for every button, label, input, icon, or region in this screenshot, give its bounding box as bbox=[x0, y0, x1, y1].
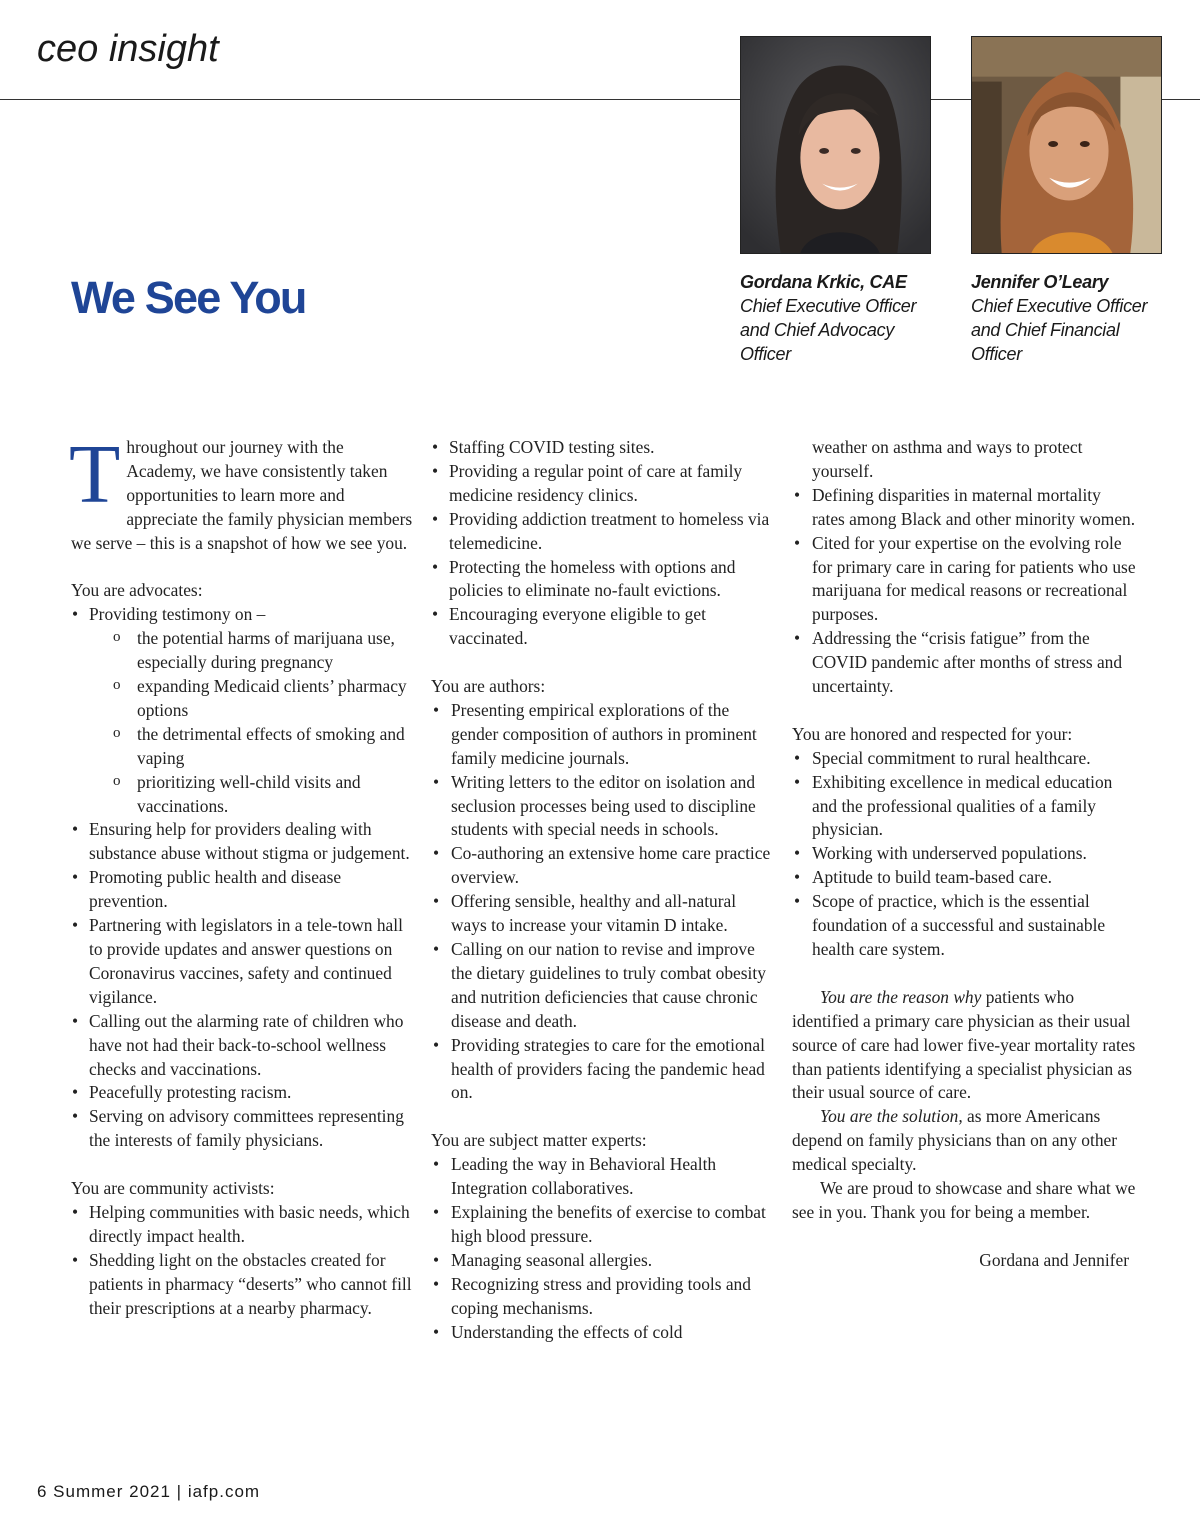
author-title-line: and Chief Financial bbox=[971, 320, 1120, 340]
list-item: • Addressing the “crisis fatigue” from the COVID pandemic after months of stress and uncertainty. bbox=[792, 627, 1137, 699]
list-item: • Exhibiting excellence in medical education and the professional qualities of a family physician. bbox=[792, 771, 1137, 843]
author-name: Gordana Krkic, CAE bbox=[740, 272, 907, 292]
list-item: • Special commitment to rural healthcare. bbox=[792, 747, 1137, 771]
list-item: • Presenting empirical explorations of the gender composition of authors in prominent family medicine journals. bbox=[431, 699, 776, 771]
list-item: • Co-authoring an extensive home care practice overview. bbox=[431, 842, 776, 890]
author-name: Jennifer O’Leary bbox=[971, 272, 1109, 292]
list-item-continuation: weather on asthma and ways to protect yourself. bbox=[812, 437, 1083, 481]
list-item: • Cited for your expertise on the evolving role for primary care in caring for patients who use marijuana for medical reasons or recreational purposes. bbox=[792, 532, 1137, 628]
author-title-line: Officer bbox=[740, 344, 791, 364]
section-label: ceo insight bbox=[37, 28, 219, 70]
closing-paragraph: We are proud to showcase and share what we see in you. Thank you for being a member. bbox=[792, 1178, 1136, 1222]
list-item: • Scope of practice, which is the essential foundation of a successful and sustainable health care system. bbox=[792, 890, 1137, 962]
list-item: • Helping communities with basic needs, which directly impact health. bbox=[71, 1201, 416, 1249]
list-item: • Defining disparities in maternal mortality rates among Black and other minority women. bbox=[792, 484, 1137, 532]
list-item: • Staffing COVID testing sites. bbox=[431, 436, 776, 460]
author-photo-gordana bbox=[740, 36, 931, 254]
activists-list-part-2 bbox=[431, 436, 776, 651]
sublist-item: o prioritizing well-child visits and vaccinations. bbox=[89, 771, 416, 819]
list-item: • Managing seasonal allergies. bbox=[431, 1249, 776, 1273]
author-title-line: and Chief Advocacy bbox=[740, 320, 895, 340]
article-headline: We See You bbox=[71, 272, 306, 323]
list-item: • Aptitude to build team-based care. bbox=[792, 866, 1137, 890]
list-item: • Ensuring help for providers dealing with substance abuse without stigma or judgement. bbox=[71, 818, 416, 866]
author-caption-gordana bbox=[740, 270, 940, 366]
experts-list-part-2 bbox=[792, 484, 1137, 699]
closing-paragraph: You are the solution, as more Americans depend on family physicians than on any other medical specialty. bbox=[792, 1106, 1118, 1175]
sublist-item: o the detrimental effects of smoking and vaping bbox=[89, 723, 416, 771]
activists-list-part-1 bbox=[71, 1201, 416, 1321]
list-item: • Offering sensible, healthy and all-natural ways to increase your vitamin D intake. bbox=[431, 890, 776, 938]
list-item: • Leading the way in Behavioral Health Integration collaboratives. bbox=[431, 1153, 776, 1201]
article-column-2 bbox=[431, 436, 776, 1344]
list-item: • Working with underserved populations. bbox=[792, 842, 1137, 866]
testimony-sublist bbox=[89, 627, 416, 818]
closing-paragraph: You are the reason why patients who identified a primary care physician as their usual source of care had lower five-year mortality rates than patients identifying a specialist physician as their usual source of care. bbox=[792, 986, 1136, 1103]
list-item: • Serving on advisory committees representing the interests of family physicians. bbox=[71, 1105, 416, 1153]
author-title-line: Chief Executive Officer bbox=[740, 296, 917, 316]
experts-list-part-1 bbox=[431, 1153, 776, 1344]
list-item: • Writing letters to the editor on isolation and seclusion processes being used to discipline students with special needs in schools. bbox=[431, 771, 776, 843]
list-item: • Providing addiction treatment to homeless via telemedicine. bbox=[431, 508, 776, 556]
list-item: • Understanding the effects of cold bbox=[431, 1321, 776, 1345]
section-heading: You are subject matter experts: bbox=[431, 1130, 647, 1151]
list-item: • Explaining the benefits of exercise to combat high blood pressure. bbox=[431, 1201, 776, 1249]
sublist-item: o the potential harms of marijuana use, especially during pregnancy bbox=[89, 627, 416, 675]
author-title-line: Officer bbox=[971, 344, 1022, 364]
list-item: • Providing testimony on – o the potential harms of marijuana use, especially during pregnancy o expanding Medicaid clients’ pharmacy options o the detrimental effects of smoking and vaping o prioritizing well-child visits and vaccinations. bbox=[71, 603, 416, 818]
honored-list bbox=[792, 747, 1137, 962]
section-heading: You are advocates: bbox=[71, 580, 203, 601]
author-photo-jennifer bbox=[971, 36, 1162, 254]
signoff: Gordana and Jennifer bbox=[979, 1249, 1129, 1270]
section-heading: You are authors: bbox=[431, 676, 546, 697]
list-item: • Providing strategies to care for the emotional health of providers facing the pandemic head on. bbox=[431, 1034, 776, 1106]
sublist-item: o expanding Medicaid clients’ pharmacy options bbox=[89, 675, 416, 723]
list-item: • Protecting the homeless with options and policies to eliminate no-fault evictions. bbox=[431, 556, 776, 604]
section-heading: You are community activists: bbox=[71, 1178, 275, 1199]
advocates-list bbox=[71, 603, 416, 1153]
author-caption-jennifer bbox=[971, 270, 1171, 366]
section-heading: You are honored and respected for your: bbox=[792, 723, 1073, 744]
article-column-3 bbox=[792, 436, 1137, 1273]
list-item: • Calling on our nation to revise and improve the dietary guidelines to truly combat obesity and nutrition deficiencies that cause chronic disease and death. bbox=[431, 938, 776, 1034]
author-title-line: Chief Executive Officer bbox=[971, 296, 1148, 316]
list-item: • Shedding light on the obstacles created for patients in pharmacy “deserts” who cannot fill their prescriptions at a nearby pharmacy. bbox=[71, 1249, 416, 1321]
drop-cap: T bbox=[69, 428, 121, 521]
list-item: • Promoting public health and disease prevention. bbox=[71, 866, 416, 914]
article-column-1 bbox=[69, 428, 416, 1321]
intro-text: hroughout our journey with the Academy, we have consistently taken opportunities to learn more and appreciate the family physician members we serve – this is a snapshot of how we see you. bbox=[71, 437, 413, 553]
list-item: • Calling out the alarming rate of children who have not had their back-to-school wellness checks and vaccinations. bbox=[71, 1010, 416, 1082]
authors-list bbox=[431, 699, 776, 1105]
list-item: • Peacefully protesting racism. bbox=[71, 1081, 416, 1105]
list-item: • Partnering with legislators in a tele-town hall to provide updates and answer questions on Coronavirus vaccines, safety and continued vigilance. bbox=[71, 914, 416, 1010]
intro-paragraph bbox=[69, 428, 416, 556]
list-item: • Encouraging everyone eligible to get vaccinated. bbox=[431, 603, 776, 651]
list-item: • Recognizing stress and providing tools and coping mechanisms. bbox=[431, 1273, 776, 1321]
page-footer: 6 Summer 2021 | iafp.com bbox=[37, 1482, 261, 1501]
list-item: • Providing a regular point of care at family medicine residency clinics. bbox=[431, 460, 776, 508]
